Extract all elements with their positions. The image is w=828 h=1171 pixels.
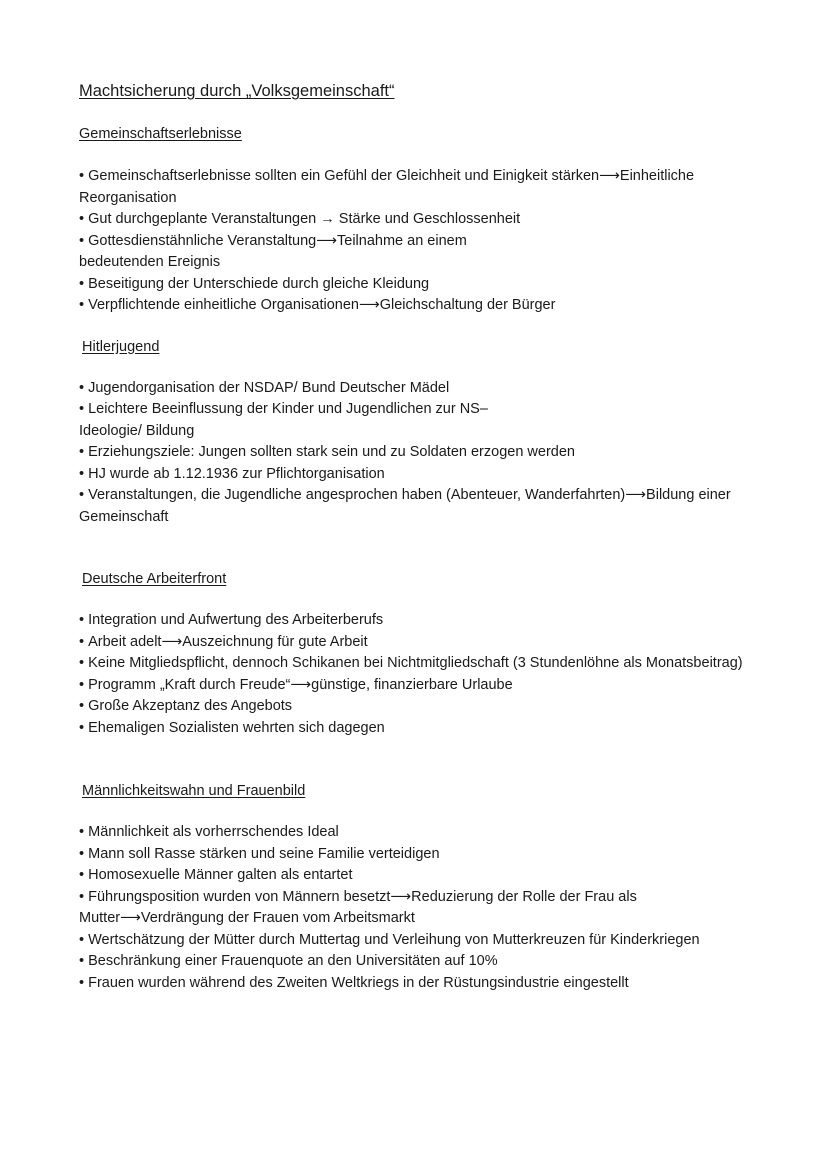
bullet-icon <box>79 612 88 628</box>
list-item: • HJ wurde ab 1.12.1936 zur Pflichtorganisation <box>79 464 759 486</box>
bullet-icon <box>79 487 88 503</box>
bullet-list <box>79 822 759 994</box>
list-item: • Leichtere Beeinflussung der Kinder und Jugendlichen zur NS– Ideologie/ Bildung <box>79 399 759 442</box>
bullet-list <box>79 610 759 739</box>
bullet-icon <box>79 168 88 184</box>
bullet-icon <box>79 401 88 417</box>
section-heading: Deutsche Arbeiterfront <box>82 571 227 587</box>
list-item: • Männlichkeit als vorherrschendes Ideal <box>79 822 759 844</box>
bullet-list <box>79 378 759 529</box>
section-heading: Hitlerjugend <box>82 338 160 355</box>
bullet-icon <box>79 655 88 671</box>
section-heading: Männlichkeitswahn und Frauenbild <box>82 783 306 799</box>
list-item: • Jugendorganisation der NSDAP/ Bund Deutscher Mädel <box>79 378 759 400</box>
bullet-icon <box>79 634 88 650</box>
list-item: • Gemeinschaftserlebnisse sollten ein Gefühl der Gleichheit und Einigkeit stärken⟶Einheitliche Reorganisation <box>79 166 759 209</box>
bullet-icon <box>79 233 88 249</box>
list-item: • Gut durchgeplante Veranstaltungen → Stärke und Geschlossenheit <box>79 209 759 231</box>
list-item: • Wertschätzung der Mütter durch Muttertag und Verleihung von Mutterkreuzen für Kinderkriegen <box>79 930 759 952</box>
list-item: • Frauen wurden während des Zweiten Weltkriegs in der Rüstungsindustrie eingestellt <box>79 973 759 995</box>
list-item: • Gottesdienstähnliche Veranstaltung⟶Teilnahme an einem bedeutenden Ereignis <box>79 231 759 274</box>
bullet-icon <box>79 932 88 948</box>
bullet-icon <box>79 953 88 969</box>
bullet-icon <box>79 889 88 905</box>
list-item: • Arbeit adelt⟶Auszeichnung für gute Arbeit <box>79 632 759 654</box>
bullet-icon <box>79 720 88 736</box>
list-item: • Veranstaltungen, die Jugendliche angesprochen haben (Abenteuer, Wanderfahrten)⟶Bildung einer Gemeinschaft <box>79 485 759 528</box>
bullet-list <box>79 166 759 317</box>
document-title: Machtsicherung durch „Volksgemeinschaft“ <box>79 82 395 100</box>
document-page <box>79 80 759 994</box>
list-item: • Führungsposition wurden von Männern besetzt⟶Reduzierung der Rolle der Frau als Mutter⟶Verdrängung der Frauen vom Arbeitsmarkt <box>79 887 759 930</box>
list-item: • Mann soll Rasse stärken und seine Familie verteidigen <box>79 844 759 866</box>
section-deutsche-arbeiterfront <box>79 569 759 739</box>
bullet-icon <box>79 677 88 693</box>
section-hitlerjugend <box>79 337 759 529</box>
section-maennlichkeitswahn <box>79 781 759 994</box>
bullet-icon <box>79 698 88 714</box>
section-heading: Gemeinschaftserlebnisse <box>79 126 242 142</box>
list-item: • Verpflichtende einheitliche Organisationen⟶Gleichschaltung der Bürger <box>79 295 759 317</box>
list-item: • Erziehungsziele: Jungen sollten stark sein und zu Soldaten erzogen werden <box>79 442 759 464</box>
bullet-icon <box>79 276 88 292</box>
bullet-icon <box>79 867 88 883</box>
bullet-icon <box>79 975 88 991</box>
list-item: • Beseitigung der Unterschiede durch gleiche Kleidung <box>79 274 759 296</box>
list-item: • Homosexuelle Männer galten als entartet <box>79 865 759 887</box>
bullet-icon <box>79 444 88 460</box>
bullet-icon <box>79 380 88 396</box>
bullet-icon <box>79 846 88 862</box>
list-item: • Ehemaligen Sozialisten wehrten sich dagegen <box>79 718 759 740</box>
list-item: • Integration und Aufwertung des Arbeiterberufs <box>79 610 759 632</box>
list-item: • Beschränkung einer Frauenquote an den Universitäten auf 10% <box>79 951 759 973</box>
bullet-icon <box>79 297 88 313</box>
section-gemeinschaftserlebnisse <box>79 124 759 317</box>
bullet-icon <box>79 466 88 482</box>
list-item: • Keine Mitgliedspflicht, dennoch Schikanen bei Nichtmitgliedschaft (3 Stundenlöhne als Monatsbeitrag) <box>79 653 759 675</box>
bullet-icon <box>79 824 88 840</box>
list-item: • Programm „Kraft durch Freude“⟶günstige, finanzierbare Urlaube <box>79 675 759 697</box>
bullet-icon <box>79 211 88 227</box>
list-item: • Große Akzeptanz des Angebots <box>79 696 759 718</box>
